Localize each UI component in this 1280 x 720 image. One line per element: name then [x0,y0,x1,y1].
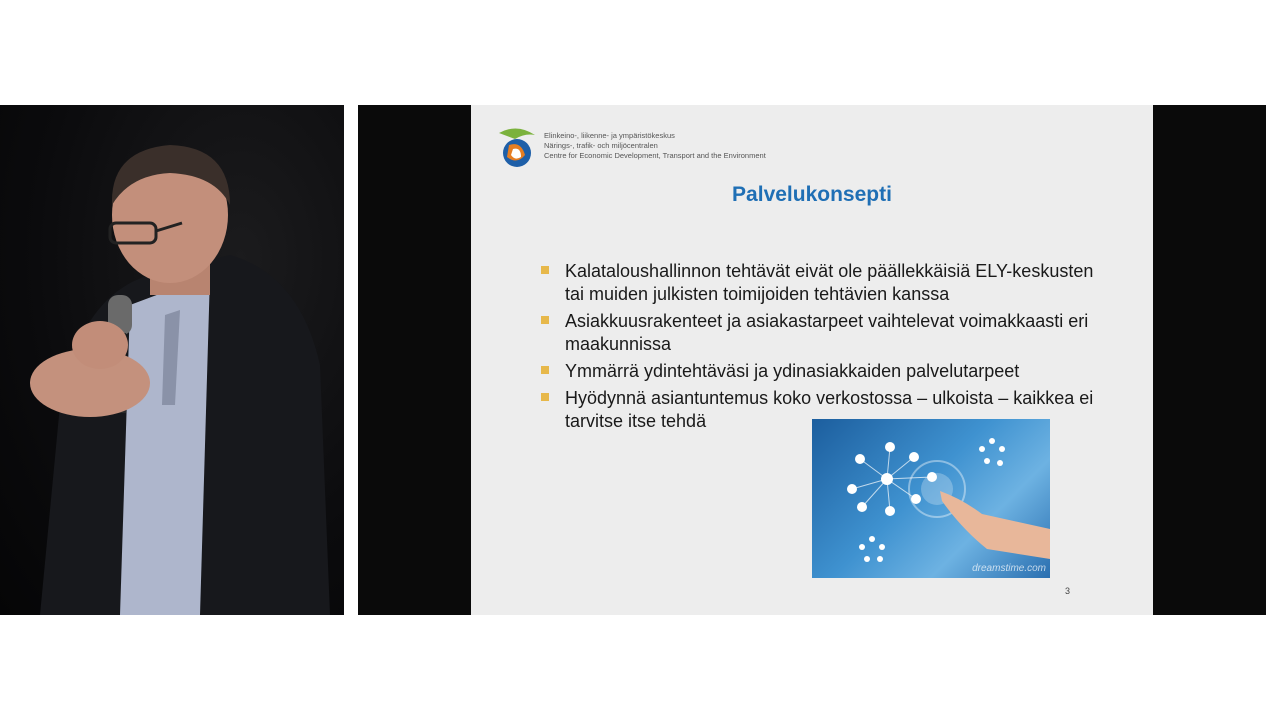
bullet-item [541,360,1101,383]
bullet-square-icon [541,366,549,374]
bullet-item [541,310,1101,356]
ely-logo-icon [495,125,539,169]
speaker-figure [0,105,344,615]
bullet-text: Ymmärrä ydintehtäväsi ja ydinasiakkaiden palvelutarpeet [565,361,1020,381]
org-line-fi: Elinkeino-, liikenne- ja ympäristökeskus [544,131,675,140]
network-photo [812,419,1050,578]
bullet-text: Hyödynnä asiantuntemus koko verkostossa – ulkoista – kaikkea ei tarvitse itse tehdä [565,388,1094,431]
bullet-square-icon [541,316,549,324]
org-line-en: Centre for Economic Development, Transport and the Environment [544,151,766,160]
bullet-square-icon [541,393,549,401]
speaker-video [0,105,344,615]
slide-frame [358,105,1266,615]
organization-name [544,131,766,161]
bullet-item [541,260,1101,306]
bullet-list [541,260,1101,437]
bullet-text: Asiakkuusrakenteet ja asiakastarpeet vaihtelevat voimakkaasti eri maakunnissa [565,311,1089,354]
org-line-sv: Närings-, trafik- och miljöcentralen [544,141,658,150]
presentation-slide [471,105,1153,615]
slide-title: Palvelukonsepti [732,183,892,206]
network-illustration [812,419,1050,578]
bullet-text: Kalataloushallinnon tehtävät eivät ole päällekkäisiä ELY-keskusten tai muiden julkisten toimijoiden tehtävien kanssa [565,261,1094,304]
bullet-square-icon [541,266,549,274]
page-number: 3 [1065,586,1071,596]
photo-watermark: dreamstime.com [972,563,1046,574]
